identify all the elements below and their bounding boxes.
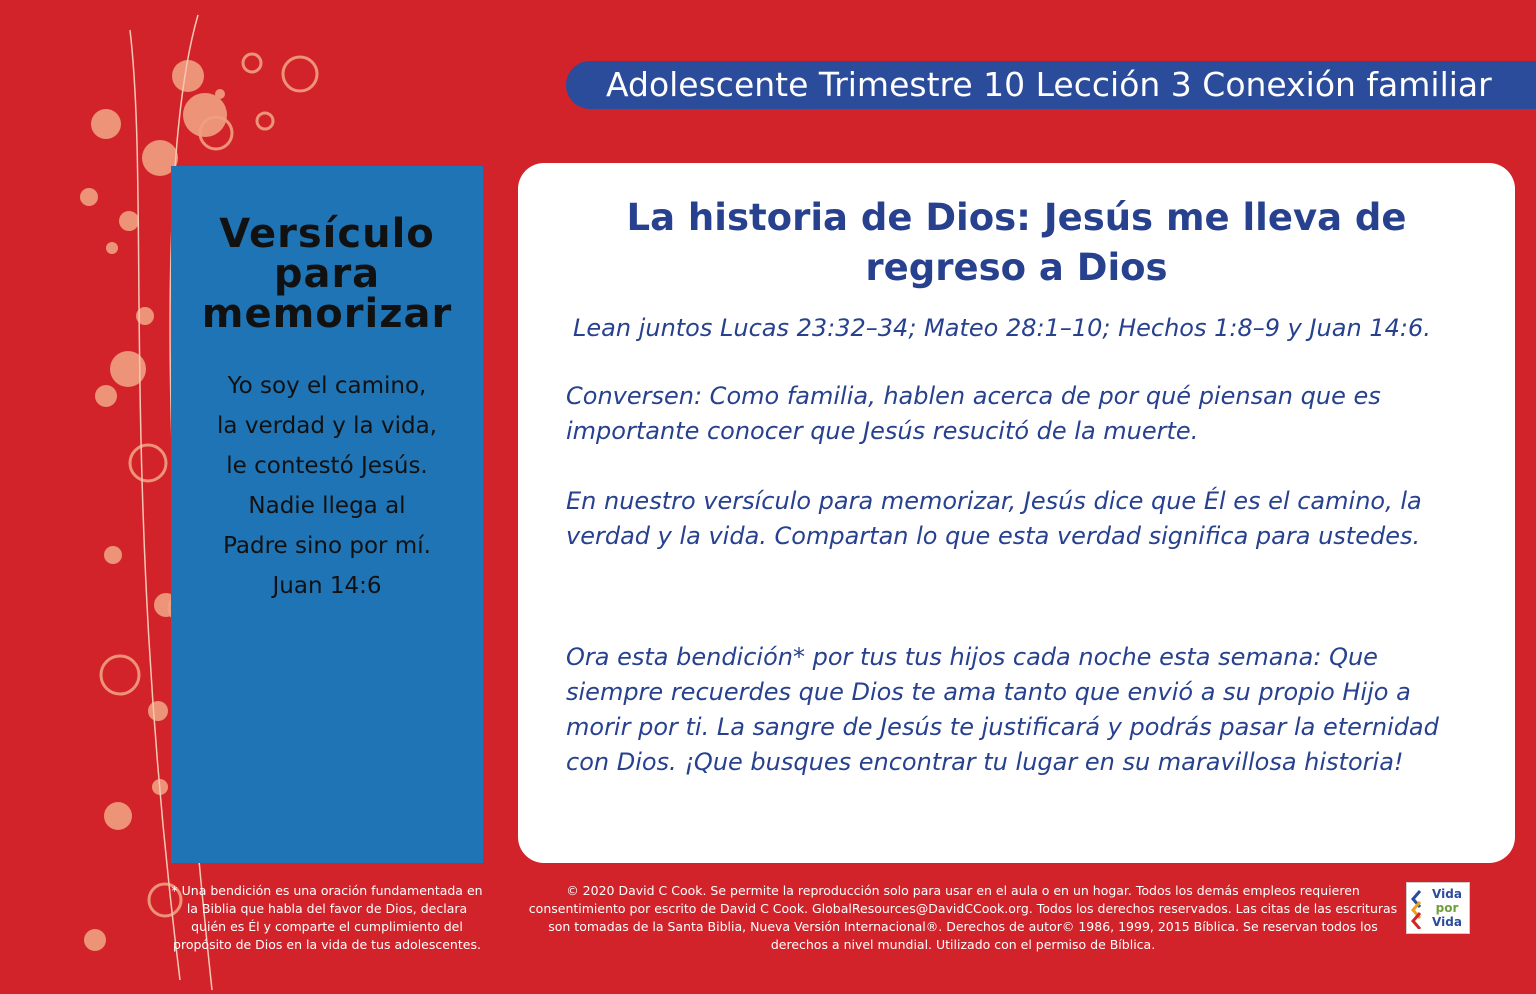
logo-line: por (1435, 901, 1459, 915)
verse-line: Padre sino por mí. (223, 533, 431, 559)
verse-line: la verdad y la vida, (217, 413, 437, 439)
memory-verse-text (171, 366, 483, 606)
verse-line: Nadie llega al (248, 493, 406, 519)
verse-line: Yo soy el camino, (227, 373, 427, 399)
memory-title-line: Versículo (219, 211, 435, 257)
memory-title-line: memorizar (201, 291, 453, 337)
blessing-footnote: * Una bendición es una oración fundamentada en la Biblia que habla del favor de Dios, declara quién es Él y comparte el cumplimiento del propósito de Dios en la vida de tus adolescentes. (171, 883, 483, 952)
logo-line: Vida (1432, 887, 1462, 901)
memory-verse-title (171, 212, 483, 336)
copyright-notice: © 2020 David C Cook. Se permite la reproducción solo para usar en el aula o en un hogar. Todos los demás empleos requieren consentimiento por escrito de David C Cook. GlobalResources@DavidCCook.org. Todos los derechos reservados. Las citas de las escrituras son tomadas de la Santa Biblia, Nueva Versión Internacional®. Derechos de autor© 1986, 1999, 2015 Bíblica. Se reservan todos los derechos a nivel mundial. Utilizado con el permiso de Bíblica. (528, 883, 1398, 952)
talk-prompt: Conversen: Como familia, hablen acerca de por qué piensan que es importante conocer que Jesús resucitó de la muerte. (566, 382, 1381, 445)
reading-instruction: Lean juntos Lucas 23:32–34; Mateo 28:1–10; Hechos 1:8–9 y Juan 14:6. (573, 314, 1431, 342)
logo-line: Vida (1432, 915, 1462, 929)
verse-line: le contestó Jesús. (226, 453, 428, 479)
vida-por-vida-logo (1406, 882, 1470, 934)
lesson-header-bar: Adolescente Trimestre 10 Lección 3 Conexión familiar (566, 61, 1536, 109)
memory-verse-panel (171, 166, 483, 863)
logo-text (1426, 887, 1468, 929)
content-card (518, 163, 1515, 863)
verse-reference: Juan 14:6 (272, 573, 382, 599)
logo-mark-icon (1410, 889, 1424, 929)
blessing-prayer: Ora esta bendición* por tus tus hijos cada noche esta semana: Que siempre recuerdes que Dios te ama tanto que envió a su propio Hijo a morir por ti. La sangre de Jesús te justificará y podrás pasar la eternidad con Dios. ¡Que busques encontrar tu lugar en su maravillosa historia! (566, 643, 1439, 776)
lesson-title: La historia de Dios: Jesús me lleva de regreso a Dios (626, 196, 1407, 289)
memory-title-line: para (273, 251, 381, 297)
memory-verse-note: En nuestro versículo para memorizar, Jesús dice que Él es el camino, la verdad y la vida. Compartan lo que esta verdad significa para ustedes. (566, 487, 1422, 550)
